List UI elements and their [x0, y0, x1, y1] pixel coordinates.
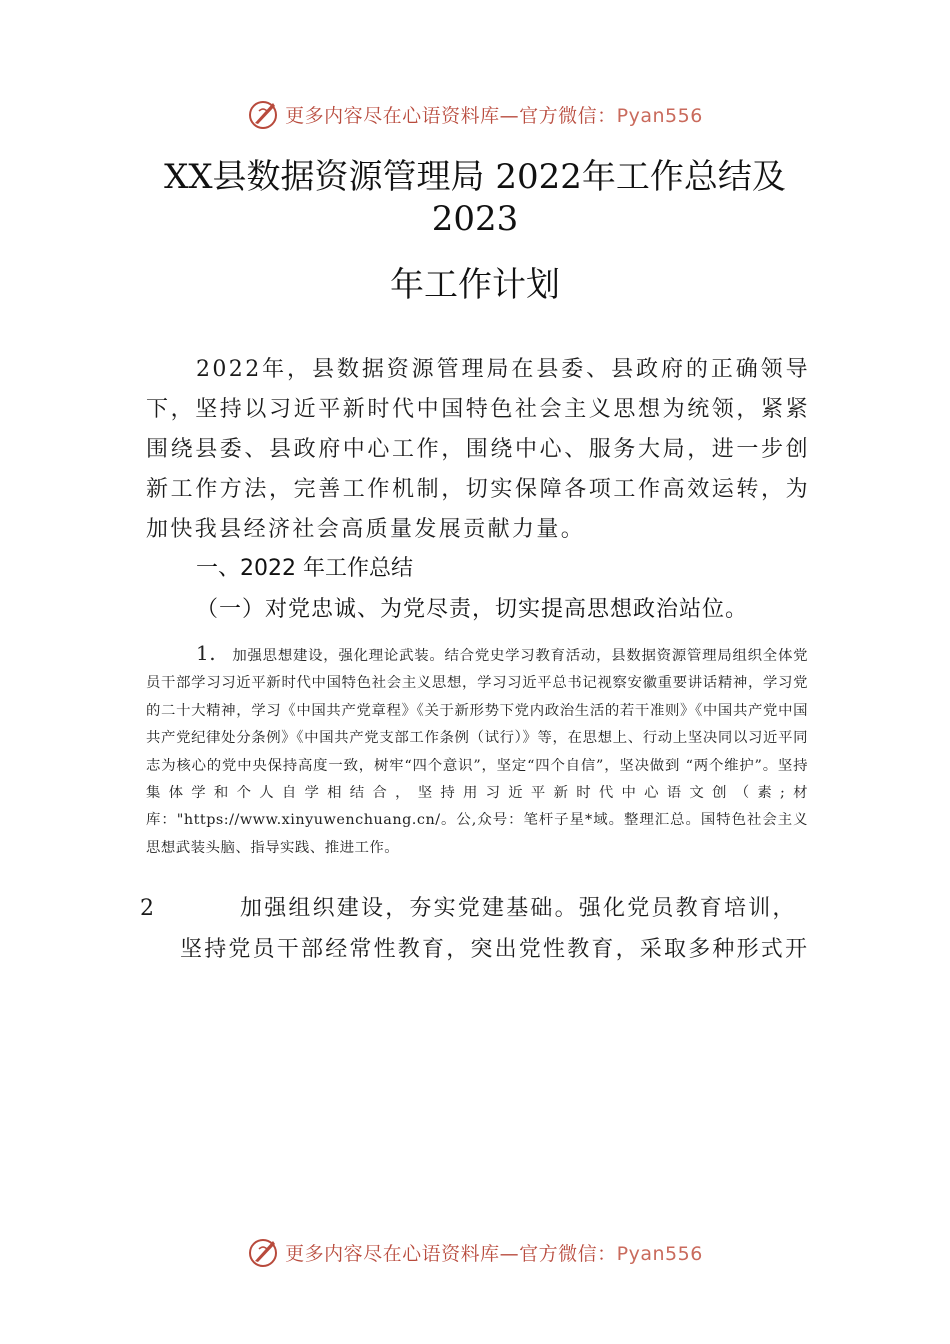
item-1-number: 1.: [196, 641, 217, 665]
footer-banner: [0, 1232, 950, 1272]
banner-text: 更多内容尽在心语资料库—官方微信：Pyan556: [285, 104, 703, 127]
document-title-line2: 2023: [431, 199, 519, 239]
item-2-text: 加强组织建设，夯实党建基础。强化党员教育培训，: [240, 896, 797, 921]
quill-icon: [247, 1235, 281, 1269]
item-2-number: 2: [140, 896, 154, 921]
item-2-continuation: 坚持党员干部经常性教育，突出党性教育，采取多种形式开: [180, 937, 810, 962]
intro-paragraph: 2022年，县数据资源管理局在县委、县政府的正确领导下，坚持以习近平新时代中国特色社会主义思想为统领，紧紧围绕县委、县政府中心工作，围绕中心、服务大局，进一步创新工作方法，完善工作机制，切实保障各项工作高效运转，为加快我县经济社会高质量发展贡献力量。: [146, 357, 810, 542]
quill-icon: [247, 97, 281, 131]
document-title-line1: XX县数据资源管理局 2022年工作总结及: [164, 157, 786, 197]
header-banner: [0, 94, 950, 134]
item-2-line: [140, 892, 797, 926]
item-1-text: 加强思想建设，强化理论武装。结合党史学习教育活动，县数据资源管理局组织全体党员干部学习习近平新时代中国特色社会主义思想，学习习近平总书记视察安徽重要讲话精神，学习党的二十大精神，学习《中国共产党章程》《关于新形势下党内政治生活的若干准则》《中国共产党中国 共产党纪律处分条例》《中国共产党支部工作条例（试行）》等，在思想上、行动上坚决同以习近平同志为核心的党中央保持高度一致，树牢“四个意识”，坚定“四个自信”，坚决做到 “两个维护”。坚持集体学和个人自学相结合，坚持用习近平新时代中心语文创（素;材库："https://www.xinyuwenchuang.cn/。公,众号：笔杆子星*域。整理汇总。国特色社会主义思想武装头脑、指导实践、推进工作。: [146, 648, 808, 856]
section-heading: 一、2022 年工作总结: [196, 556, 413, 581]
subsection-heading: （一）对党忠诚、为党尽责，切实提高思想政治站位。: [196, 597, 749, 622]
item-1-paragraph: [146, 640, 808, 862]
banner-text: 更多内容尽在心语资料库—官方微信：Pyan556: [285, 1242, 703, 1265]
document-title-line3: 年工作计划: [390, 265, 560, 305]
